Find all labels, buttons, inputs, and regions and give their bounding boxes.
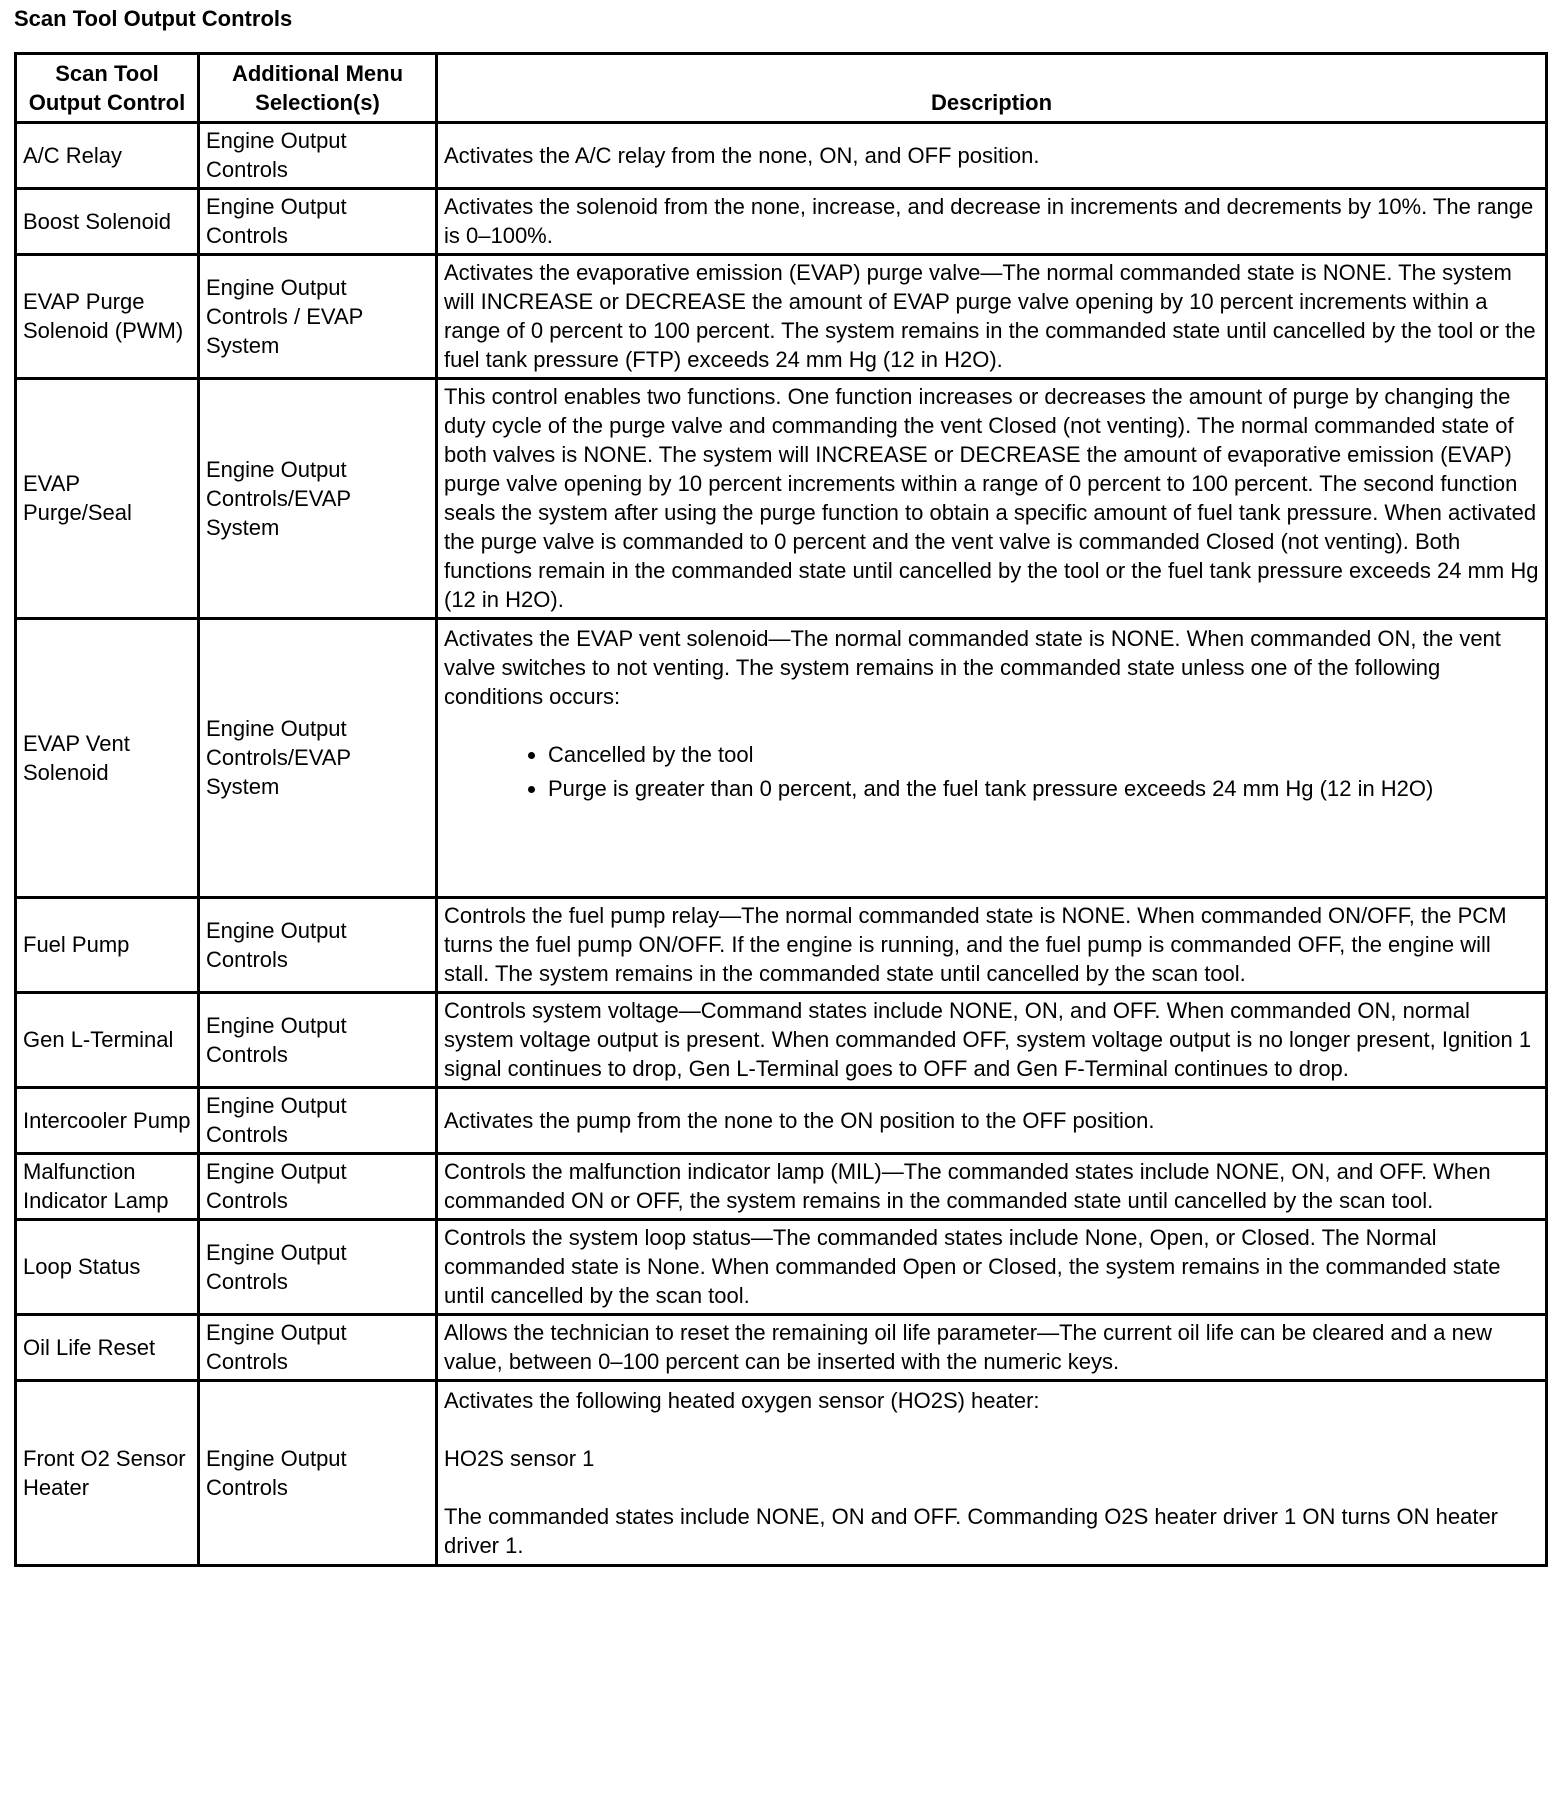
menu-cell: Engine Output Controls [199,1154,437,1220]
description-cell: Controls system voltage—Command states include NONE, ON, and OFF. When commanded ON, normal system voltage output is present. When commanded OFF, system voltage output is no longer present, Ignition 1 signal continues to drop, Gen L-Terminal goes to OFF and Gen F-Terminal continues to drop. [437,993,1547,1088]
header-control: Scan Tool Output Control [16,54,199,123]
description-cell: This control enables two functions. One function increases or decreases the amount of purge by changing the duty cycle of the purge valve and commanding the vent Closed (not venting). The normal commanded state of both valves is NONE. The system will INCREASE or DECREASE the amount of evaporative emission (EVAP) purge valve opening by 10 percent increments within a range of 0 percent to 100 percent. The second function seals the system after using the purge function to obtain a specific amount of fuel tank pressure. When activated the purge valve is commanded to 0 percent and the vent valve is commanded Closed (not venting). Both functions remain in the commanded state until cancelled by the tool or the fuel tank pressure exceeds 24 mm Hg (12 in H2O). [437,379,1547,619]
description-cell: Allows the technician to reset the remaining oil life parameter—The current oil life can be cleared and a new value, between 0–100 percent can be inserted with the numeric keys. [437,1315,1547,1381]
menu-cell: Engine Output Controls [199,1381,437,1566]
description-cell: Activates the solenoid from the none, increase, and decrease in increments and decrements by 10%. The range is 0–100%. [437,189,1547,255]
description-paragraph: The commanded states include NONE, ON and OFF. Commanding O2S heater driver 1 ON turns ON heater driver 1. [444,1504,1499,1558]
table-row [16,1315,1547,1381]
table-row [16,123,1547,189]
control-cell: Boost Solenoid [16,189,199,255]
page-title: Scan Tool Output Controls [14,6,293,31]
description-cell [437,1381,1547,1566]
description-cell: Controls the fuel pump relay—The normal commanded state is NONE. When commanded ON/OFF, the PCM turns the fuel pump ON/OFF. If the engine is running, and the fuel pump is commanded OFF, the engine will stall. The system remains in the commanded state until cancelled by the scan tool. [437,898,1547,993]
header-description: Description [437,54,1547,123]
menu-cell: Engine Output Controls/EVAP System [199,379,437,619]
table-row [16,189,1547,255]
control-cell: Gen L-Terminal [16,993,199,1088]
description-cell: Activates the evaporative emission (EVAP) purge valve—The normal commanded state is NONE. The system will INCREASE or DECREASE the amount of EVAP purge valve opening by 10 percent increments within a range of 0 percent to 100 percent. The system remains in the commanded state until cancelled by the tool or the fuel tank pressure (FTP) exceeds 24 mm Hg (12 in H2O). [437,255,1547,379]
description-cell: Controls the malfunction indicator lamp (MIL)—The commanded states include NONE, ON, and OFF. When commanded ON or OFF, the system remains in the commanded state until cancelled by the scan tool. [437,1154,1547,1220]
menu-cell: Engine Output Controls [199,189,437,255]
menu-cell: Engine Output Controls [199,1220,437,1315]
control-cell: EVAP Purge Solenoid (PWM) [16,255,199,379]
table-row [16,1220,1547,1315]
table-header-row [16,54,1547,123]
description-text: Activates the EVAP vent solenoid—The normal commanded state is NONE. When commanded ON, the vent valve switches to not venting. The system remains in the commanded state unless one of the following conditions occurs: [444,626,1501,709]
control-cell: Loop Status [16,1220,199,1315]
control-cell: Fuel Pump [16,898,199,993]
description-paragraph: HO2S sensor 1 [444,1446,595,1471]
list-item: • Cancelled by the tool [548,740,1539,769]
menu-cell: Engine Output Controls [199,1088,437,1154]
table-row [16,1154,1547,1220]
description-paragraph: Activates the following heated oxygen sensor (HO2S) heater: [444,1388,1040,1413]
control-cell: Oil Life Reset [16,1315,199,1381]
header-menu: Additional Menu Selection(s) [199,54,437,123]
control-cell: A/C Relay [16,123,199,189]
menu-cell: Engine Output Controls [199,123,437,189]
control-cell: EVAP Vent Solenoid [16,619,199,898]
description-cell: Controls the system loop status—The commanded states include None, Open, or Closed. The Normal commanded state is None. When commanded Open or Closed, the system remains in the commanded state until cancelled by the scan tool. [437,1220,1547,1315]
table-row [16,379,1547,619]
table-row [16,255,1547,379]
menu-cell: Engine Output Controls [199,898,437,993]
description-cell [437,619,1547,898]
control-cell: Malfunction Indicator Lamp [16,1154,199,1220]
control-cell: Front O2 Sensor Heater [16,1381,199,1566]
output-controls-table [14,52,1548,1567]
conditions-list [444,740,1539,803]
control-cell: EVAP Purge/Seal [16,379,199,619]
menu-cell: Engine Output Controls [199,1315,437,1381]
description-cell: Activates the pump from the none to the ON position to the OFF position. [437,1088,1547,1154]
table-row [16,898,1547,993]
menu-cell: Engine Output Controls / EVAP System [199,255,437,379]
menu-cell: Engine Output Controls/EVAP System [199,619,437,898]
table-row [16,993,1547,1088]
control-cell: Intercooler Pump [16,1088,199,1154]
description-cell: Activates the A/C relay from the none, ON, and OFF position. [437,123,1547,189]
menu-cell: Engine Output Controls [199,993,437,1088]
table-row [16,619,1547,898]
table-row [16,1381,1547,1566]
list-item: • Purge is greater than 0 percent, and the fuel tank pressure exceeds 24 mm Hg (12 in H2O) [548,774,1539,803]
table-row [16,1088,1547,1154]
